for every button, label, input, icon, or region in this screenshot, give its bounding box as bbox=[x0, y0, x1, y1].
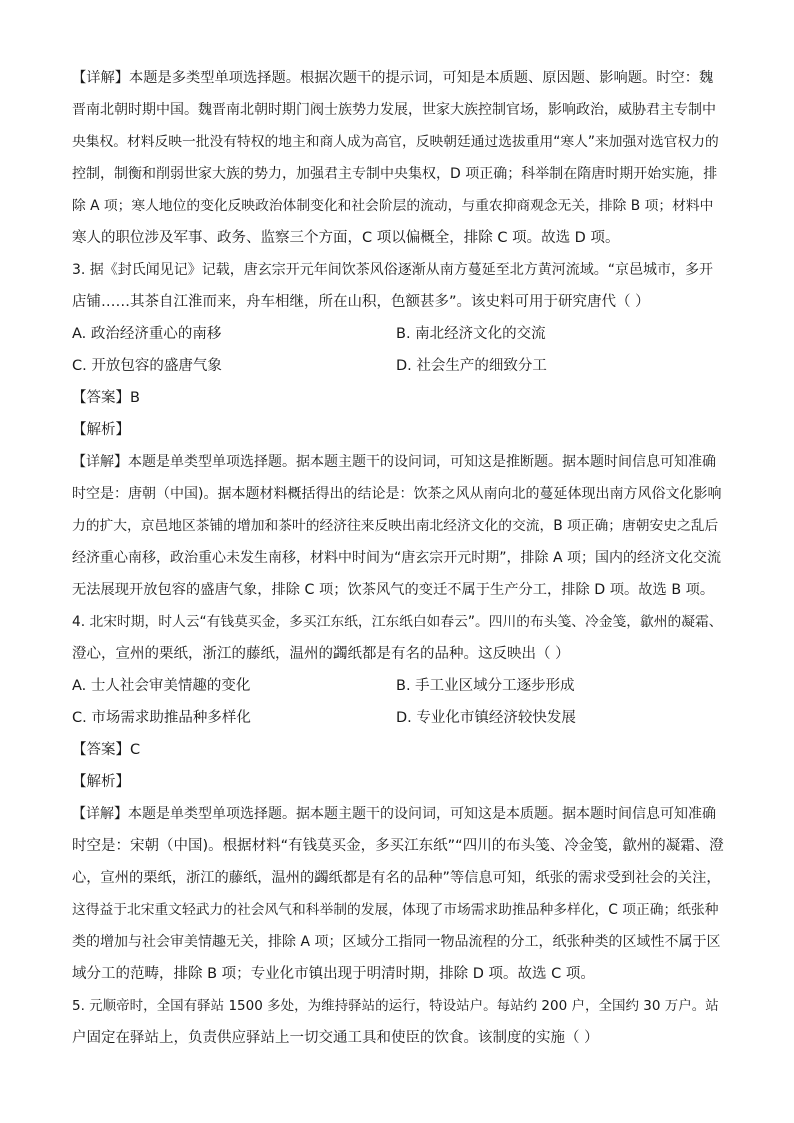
q4-option-d: D. 专业化市镇经济较快发展 bbox=[396, 710, 576, 726]
q4-option-c: C. 市场需求助推品种多样化 bbox=[72, 710, 251, 726]
q3-detail-label: 【详解】 bbox=[72, 454, 128, 470]
q4-explain-line-6: 域分工的范畴，排除 B 项；专业化市镇出现于明清时期，排除 D 项。故选 C 项。 bbox=[72, 966, 595, 982]
q4-explain-line-4: 这得益于北宋重文轻武力的社会风气和科举制的发展，体现了市场需求助推品种多样化，C 项正确；纸张种 bbox=[72, 902, 719, 918]
q3-option-d: D. 社会生产的细致分工 bbox=[396, 358, 547, 374]
q2-explain-line-1: 【详解】本题是多类型单项选择题。根据次题干的提示词，可知是本质题、原因题、影响题。时空：魏 bbox=[72, 70, 714, 86]
q3-explain-line-1: 【详解】本题是单类型单项选择题。据本题主题干的设问词，可知这是推断题。据本题时间信息可知准确 bbox=[72, 454, 716, 470]
q2-detail-label: 【详解】 bbox=[72, 70, 130, 86]
q4-explain-line-3: 心，宣州的栗纸，浙江的藤纸，温州的蠲纸都是有名的品种”等信息可知，纸张的需求受到社会的关注， bbox=[72, 870, 721, 886]
q5-stem-line-1: 5. 元顺帝时，全国有驿站 1500 多处，为维持驿站的运行，特设站户。每站约 200 户，全国约 30 万户。站 bbox=[72, 998, 719, 1014]
q3-explain-line-3: 力的扩大，京邑地区茶铺的增加和茶叶的经济往来反映出南北经济文化的交流，B 项正确；唐朝安史之乱后 bbox=[72, 518, 719, 534]
q4-stem-line-2: 澄心，宣州的栗纸，浙江的藤纸，温州的蠲纸都是有名的品种。这反映出（ ） bbox=[72, 646, 570, 662]
q3-stem-line-2: 店铺……其茶自江淮而来，舟车相继，所在山积，色额甚多”。该史料可用于研究唐代（ ） bbox=[72, 294, 650, 310]
q3-explain-line-2: 时空是：唐朝（中国)。据本题材料概括得出的结论是：饮茶之风从南向北的蔓延体现出南方风俗文化影响 bbox=[72, 486, 722, 502]
q5-stem-line-2: 户固定在驿站上，负责供应驿站上一切交通工具和使臣的饮食。该制度的实施（ ） bbox=[72, 1030, 599, 1046]
q4-answer: 【答案】C bbox=[72, 742, 141, 758]
q4-analysis-label: 【解析】 bbox=[72, 774, 130, 790]
q2-explain-line-4: 控制，制衡和削弱世家大族的势力，加强君主专制中央集权，D 项正确；科举制在隋唐时期开始实施，排 bbox=[72, 166, 718, 182]
q4-option-b: B. 手工业区域分工逐步形成 bbox=[396, 678, 575, 694]
q2-explain-line-3: 央集权。材料反映一批没有特权的地主和商人成为高官，反映朝廷通过选拔重用“寒人”来加强对选官权力的 bbox=[72, 134, 719, 150]
q4-stem-line-1: 4. 北宋时期，时人云“有钱莫买金，多买江东纸，江东纸白如春云”。四川的布头笺、冷金笺，歙州的凝霜、 bbox=[72, 614, 723, 630]
q3-option-b: B. 南北经济文化的交流 bbox=[396, 326, 546, 342]
q4-explain-line-5: 类的增加与社会审美情趣无关，排除 A 项；区域分工指同一物品流程的分工，纸张种类的区域性不属于区 bbox=[72, 934, 721, 950]
q4-option-a: A. 士人社会审美情趣的变化 bbox=[72, 678, 251, 694]
q2-explain-line-2: 晋南北朝时期中国。魏晋南北朝时期门阀士族势力发展，世家大族控制官场，影响政治，威胁君主专制中 bbox=[72, 102, 716, 118]
q3-stem-line-1: 3. 据《封氏闻见记》记载，唐玄宗开元年间饮茶风俗逐渐从南方蔓延至北方黄河流域。“京邑城市，多开 bbox=[72, 262, 714, 278]
q3-option-c: C. 开放包容的盛唐气象 bbox=[72, 358, 222, 374]
q4-explain-line-1: 【详解】本题是单类型单项选择题。据本题主题干的设问词，可知这是本质题。据本题时间信息可知准确 bbox=[72, 806, 716, 822]
q3-answer: 【答案】B bbox=[72, 390, 140, 406]
q2-explain-line-5: 除 A 项；寒人地位的变化反映政治体制变化和社会阶层的流动，与重农抑商观念无关，排除 B 项；材料中 bbox=[72, 198, 714, 214]
q4-detail-label: 【详解】 bbox=[72, 806, 128, 822]
q4-explain-line-2: 时空是：宋朝（中国)。根据材料“有钱莫买金，多买江东纸”“四川的布头笺、冷金笺，歙州的凝霜、澄 bbox=[72, 838, 724, 854]
q3-explain-line-4: 经济重心南移，政治重心未发生南移，材料中时间为“唐玄宗开元时期”，排除 A 项；国内的经济文化交流 bbox=[72, 550, 721, 566]
q3-analysis-label: 【解析】 bbox=[72, 422, 130, 438]
q2-explain-line-6: 寒人的职位涉及军事、政务、监察三个方面，C 项以偏概全，排除 C 项。故选 D 项。 bbox=[72, 230, 620, 246]
q3-option-a: A. 政治经济重心的南移 bbox=[72, 326, 222, 342]
q3-explain-line-5: 无法展现开放包容的盛唐气象，排除 C 项；饮茶风气的变迁不属于生产分工，排除 D 项。故选 B 项。 bbox=[72, 582, 715, 598]
